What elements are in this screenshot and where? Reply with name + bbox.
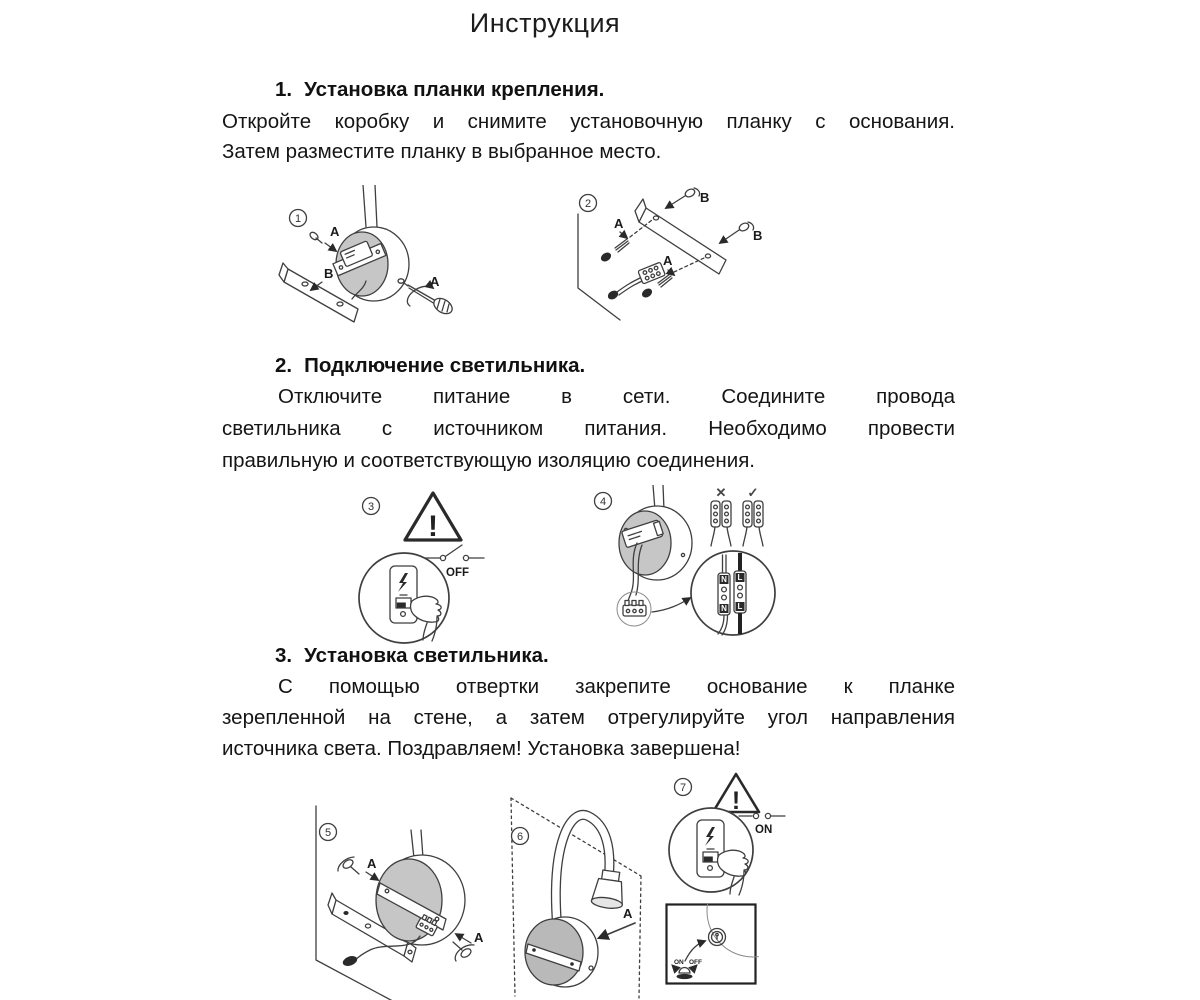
on-label: ON [674, 959, 684, 966]
svg-text:1: 1 [294, 213, 302, 225]
svg-text:5: 5 [324, 827, 332, 839]
terminal-l-bottom: L [737, 602, 743, 611]
step-1-badge [290, 210, 307, 227]
section-2-number: 2. [275, 354, 293, 377]
svg-text:3: 3 [367, 501, 375, 513]
gooseneck-arm [556, 815, 610, 924]
screw-icon [720, 222, 754, 243]
section-1-paragraph [222, 107, 955, 167]
figure-2-fix-bracket-diagram [570, 186, 780, 326]
terminal-n-bottom: N [721, 604, 727, 613]
svg-text:!: ! [428, 510, 438, 543]
wrong-mark: ✕ [715, 485, 727, 500]
terminal-detail-circle [691, 551, 775, 635]
figure-5-attach-base-diagram [290, 772, 502, 1000]
paragraph-line: источника света. Поздравляем! Установка завершена! [222, 737, 741, 760]
figure-7-power-on-diagram [655, 772, 840, 904]
wall-anchor-icon [599, 220, 652, 263]
paragraph-line: правильную и соответствующую изоляцию соединения. [222, 449, 755, 472]
paragraph-line: Отключите питание в сети. Соедините провода [278, 385, 955, 408]
arrow [366, 872, 378, 880]
lamp-head [591, 869, 627, 910]
paragraph-line: Затем разместите планку в выбранное место. [222, 140, 662, 163]
terminal-n-top: N [721, 575, 727, 584]
step-4-badge [595, 493, 612, 510]
svg-text:2: 2 [584, 198, 592, 210]
page-title: Инструкция [469, 8, 621, 38]
section-3-heading [275, 642, 549, 670]
warning-icon [405, 493, 461, 543]
wire-connector-block [606, 262, 665, 301]
figure-6-assembled-lamp-diagram [495, 772, 657, 1000]
touch-button-icon [709, 929, 726, 946]
arrow [620, 232, 627, 238]
label-b: B [700, 190, 710, 205]
svg-text:7: 7 [679, 782, 687, 794]
switch-closed-symbol [739, 813, 785, 818]
label-a: A [623, 906, 633, 921]
arrow [652, 598, 690, 612]
section-3-paragraph [222, 672, 955, 764]
terminal-l-top: L [737, 573, 743, 582]
arrow [599, 923, 635, 938]
arrow [325, 243, 336, 251]
section-2-paragraph [222, 382, 955, 476]
wrong-connector [711, 485, 731, 546]
section-1-heading-text: Установка планки крепления. [304, 78, 605, 101]
screw-icon [309, 231, 322, 243]
arrow [456, 934, 471, 943]
figure-3-power-off-diagram [340, 487, 500, 650]
lamp-stem [411, 830, 423, 858]
step-5-badge [320, 824, 337, 841]
step-6-badge [512, 828, 529, 845]
screw-icon [453, 942, 474, 961]
label-b: B [753, 228, 763, 243]
paragraph-line: зерепленной на стене, а затем отрегулируйте угол направления [222, 706, 955, 729]
right-connector [743, 485, 763, 546]
label-a: A [663, 253, 673, 268]
label-a: A [367, 856, 377, 871]
off-label: OFF [446, 567, 469, 579]
section-1-number: 1. [275, 78, 293, 101]
switch-open-symbol [426, 545, 484, 561]
screw-icon [338, 857, 359, 874]
off-label: OFF [689, 959, 702, 966]
touch-button-box-diagram [665, 903, 759, 987]
section-3-number: 3. [275, 644, 293, 667]
mounting-bracket [635, 199, 726, 274]
wire-connector-block [617, 592, 651, 626]
check-mark: ✓ [747, 485, 759, 500]
plug [341, 954, 358, 968]
paragraph-line: С помощью отвертки закрепите основание к планке [278, 675, 955, 698]
svg-text:!: ! [731, 787, 741, 815]
label-b: B [324, 266, 334, 281]
lamp-stem [363, 185, 377, 227]
section-3-heading-text: Установка светильника. [304, 644, 549, 667]
screw-icon [666, 188, 700, 208]
lamp-base [525, 917, 598, 987]
section-1-heading [275, 76, 604, 104]
svg-text:6: 6 [516, 831, 524, 843]
svg-text:4: 4 [599, 496, 607, 508]
screwdriver-icon [398, 279, 455, 317]
on-label: ON [755, 824, 773, 836]
section-2-heading-text: Подключение светильника. [304, 354, 586, 377]
label-a: A [474, 930, 484, 945]
figure-1-remove-plate-diagram [250, 185, 470, 335]
section-2-heading [275, 352, 585, 380]
label-a: A [614, 216, 624, 231]
label-a: A [330, 224, 340, 239]
paragraph-line: светильника с источником питания. Необходимо провести [222, 417, 955, 440]
label-a: A [430, 274, 440, 289]
figure-4-wiring-diagram [575, 485, 790, 650]
paragraph-line: Откройте коробку и снимите установочную планку с основания. [222, 110, 955, 133]
step-2-badge [580, 195, 597, 212]
step-7-badge [675, 779, 692, 796]
step-3-badge [363, 498, 380, 515]
